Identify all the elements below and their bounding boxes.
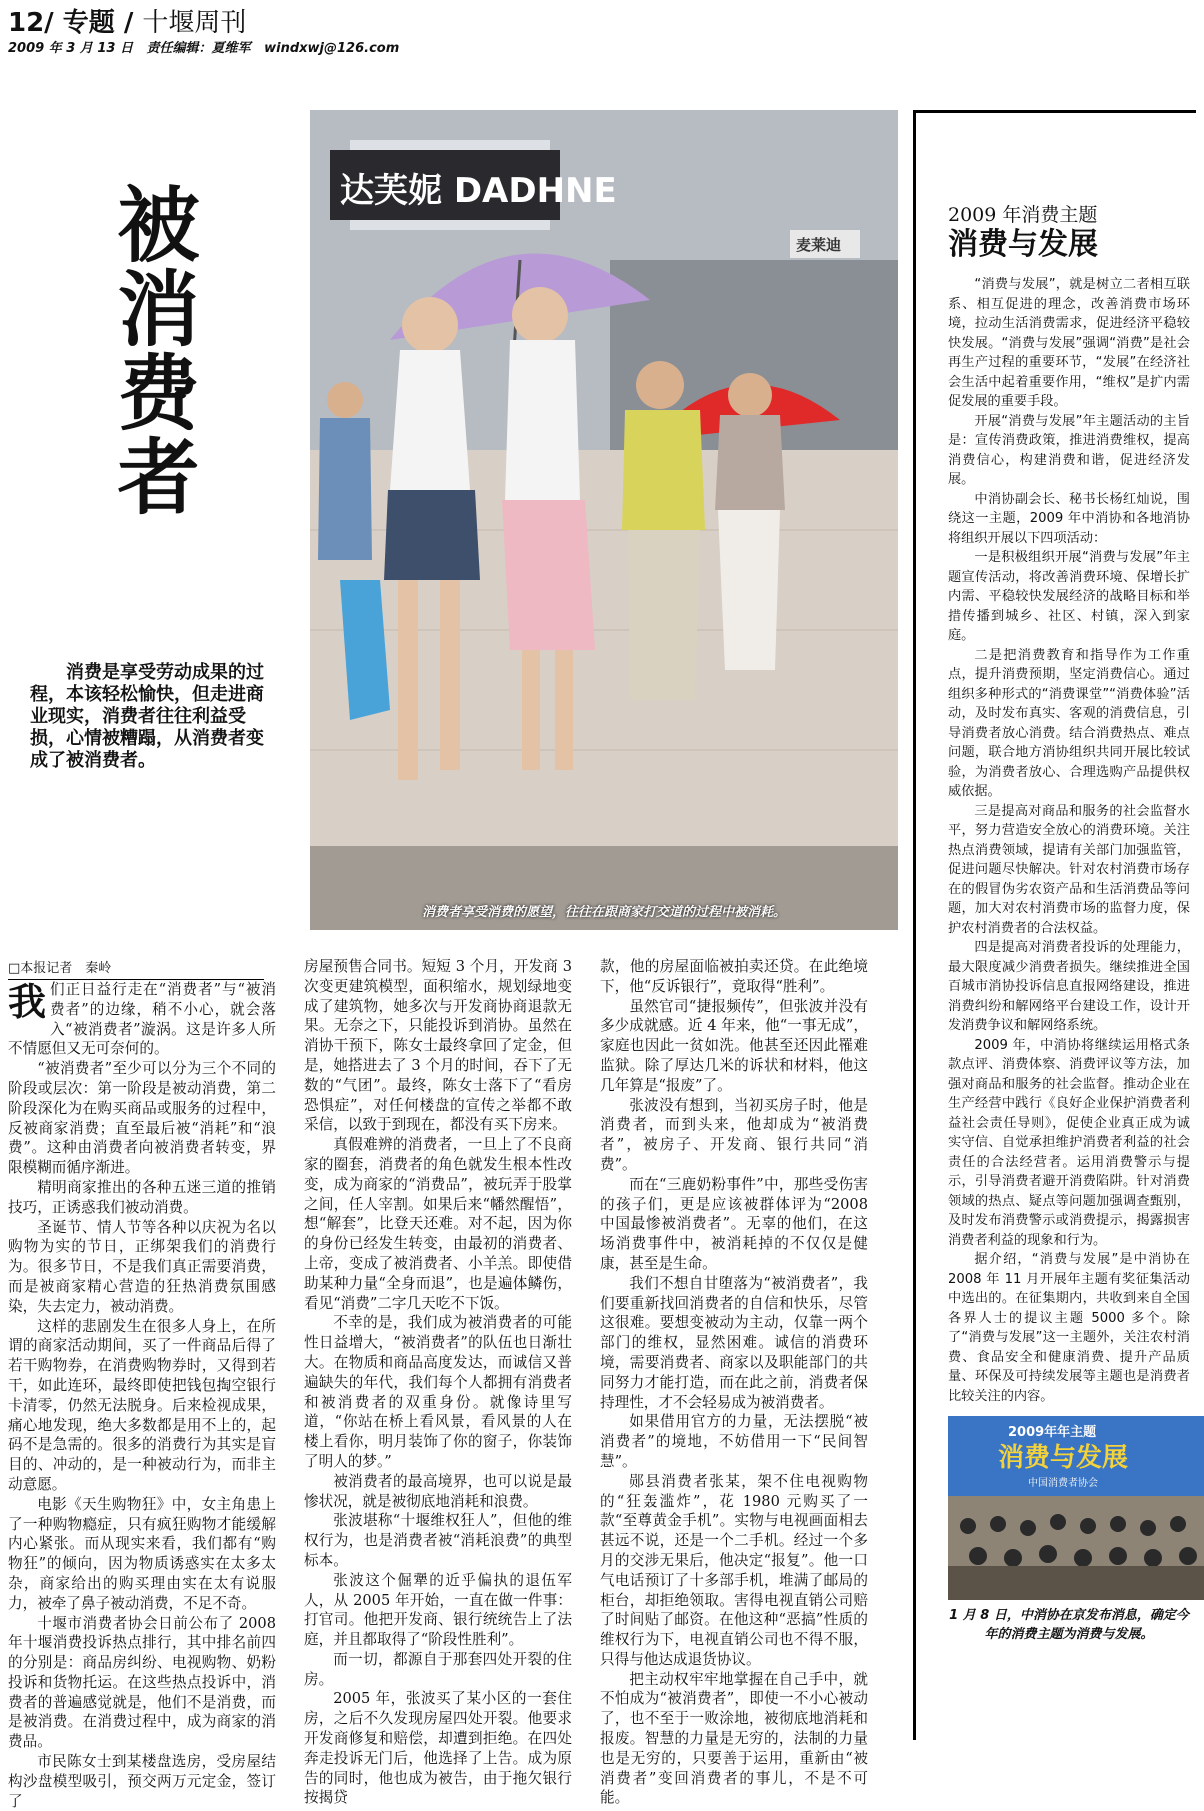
article-paragraph: 精明商家推出的各种五迷三道的推销技巧，正诱惑我们被动消费。: [8, 1178, 276, 1216]
article-paragraph: “被消费者”至少可以分为三个不同的阶段或层次：第一阶段是被动消费，第二阶段深化为在购买商品或服务的过程中，反被商家消费；直至最后被“消耗”和“浪费”。这种由消费者向被消费者转变，界限模糊而循序渐进。: [8, 1060, 276, 1177]
headline-lead: 消费是享受劳动成果的过程，本该轻松愉快，但走进商业现实，消费者往往利益受损，心情被糟蹋，从消费者变成了被消费者。: [30, 662, 264, 771]
masthead: [8, 8, 428, 58]
editor-label: 责任编辑：夏维军: [146, 41, 251, 56]
article-paragraph: 把主动权牢牢地掌握在自己手中，就不怕成为“被消费者”，即使一不小心被动了，也不至于一败涂地，被彻底地消耗和报废。智慧的力量是无穷的，法制的力量也是无穷的，只要善于运用，重新由“被消费者”变回消费者的事儿，不是不可能。: [600, 1670, 868, 1807]
sidebar: [913, 110, 1196, 1740]
article-column-2: [304, 957, 572, 1807]
sidebar-photo: [948, 1416, 1204, 1600]
article-paragraph: 电影《天生购物狂》中，女主角患上了一种购物瘾症，只有疯狂购物才能缓解内心紧张。而从现实来看，我们都有“购物狂”的倾向，因为物质诱惑实在太多太杂，商家给出的购买理由实在太有说服力，被牵了鼻子被动消费，不足不奇。: [8, 1495, 276, 1612]
sidebar-paragraph: 一是积极组织开展“消费与发展”年主题宣传活动，将改善消费环境、保增长扩内需、平稳较快发展经济的战略目标和举措传播到城乡、社区、村镇，深入到家庭。: [948, 550, 1190, 643]
article-paragraph: 如果借用官方的力量，无法摆脱“被消费者”的境地，不妨借用一下“民间智慧”。: [600, 1413, 868, 1470]
sidebar-title: 消费与发展: [948, 227, 1098, 262]
article-column-3: [600, 957, 868, 1807]
sidebar-body: [948, 275, 1190, 1406]
article-paragraph: 虽然官司“捷报频传”，但张波并没有多少成就感。近 4 年来，他“一事无成”，家庭也因此一贫如洗。他甚至还因此罹难监狱。除了厚达几米的诉状和材料，他这几年算是“报废”了。: [600, 997, 868, 1094]
article-paragraph: 张波堪称“十堰维权狂人”，但他的维权行为，也是消费者被“消耗浪费”的典型标本。: [304, 1512, 572, 1569]
byline: □本报记者 秦岭: [8, 957, 264, 980]
sidebar-kicker: 2009 年消费主题: [948, 204, 1098, 226]
article-paragraph: 十堰市消费者协会日前公布了 2008 年十堰消费投诉热点排行，其中排名前四的分别是：商品房纠纷、电视购物、奶粉投诉和货物托运。在这些热点投诉中，消费者的普遍感觉就是，他们不是消费，而是被消费。在消费过程中，成为商家的消费品。: [8, 1614, 276, 1751]
article-paragraph: 不幸的是，我们成为被消费者的可能性日益增大，“被消费者”的队伍也日渐壮大。在物质和商品高度发达，而诚信又普遍缺失的年代，我们每个人都拥有消费者和被消费者的双重身份。就像诗里写道，“你站在桥上看风景，看风景的人在楼上看你，明月装饰了你的窗子，你装饰了明人的梦。”: [304, 1314, 572, 1470]
article-paragraph: 房屋预售合同书。短短 3 个月，开发商 3 次变更建筑模型，面积缩水，规划绿地变成了建筑物，她多次与开发商协商退款无果。无奈之下，只能投诉到消协。虽然在消协干预下，陈女士最终拿回了定金，但是，她搭进去了 3 个月的时间，吞下了无数的“气团”。最终，陈女士落下了“看房恐惧症”，对任何楼盘的宣传之举都不敢采信，以致于到现在，都没有买下房来。: [304, 958, 572, 1134]
article-paragraph: 我们不想自甘堕落为“被消费者”，我们要重新找回消费者的自信和快乐，尽管这很难。要想变被动为主动，仅靠一两个部门的维权，显然困难。诚信的消费环境，需要消费者、商家以及职能部门的共同努力才能打造，而在此之前，消费者保持理性，才不会轻易成为被消费者。: [600, 1274, 868, 1411]
sidebar-photo-caption: 1 月 8 日，中消协在京发布消息，确定今年的消费主题为消费与发展。: [949, 1608, 1189, 1642]
article-paragraph: 张波没有想到，当初买房子时，他是消费者，而到头来，他却成为“被消费者”，被房子、开发商、银行共同“消费”。: [600, 1096, 868, 1173]
main-photo: [310, 110, 898, 930]
article-paragraph: 我们正日益行走在“消费者”与“被消费者”的边缘，稍不小心，就会落入“被消费者”漩涡。这是许多人所不情愿但又无可奈何的。: [8, 979, 276, 1058]
article-column-1: [8, 979, 276, 1810]
masthead-separator: /: [123, 8, 134, 38]
section-name: 专题: [62, 8, 115, 38]
sidebar-paragraph: 三是提高对商品和服务的社会监督水平，努力营造安全放心的消费环境。关注热点消费领域，提请有关部门加强监管，促进问题尽快解决。针对农村消费市场存在的假冒伪劣农资产品和生活消费品等问题，加大对农村消费市场的监督力度，保护农村消费者的合法权益。: [948, 803, 1190, 936]
article-paragraph: 郧县消费者张某，架不住电视购物的“狂轰滥炸”，花 1980 元购买了一款“至尊黄金手机”。实物与电视画面相去甚远不说，还是一个二手机。经过一个多月的交涉无果后，他决定“报复”。他一口气电话预订了十多部手机，堆满了邮局的柜台，却拒绝领取。害得电视直销公司赔了时间贴了邮资。在他这种“恶搞”性质的维权行为下，电视直销公司也不得不服，只得与他达成退货协议。: [600, 1472, 868, 1668]
article-paragraph: 市民陈女士到某楼盘选房，受房屋结构沙盘模型吸引，预交两万元定金，签订了: [8, 1753, 276, 1810]
headline-title: 被消费者: [104, 182, 200, 518]
press-conference-illustration: [948, 1416, 1204, 1600]
sidebar-paragraph: 二是把消费教育和指导作为工作重点，提升消费预期，坚定消费信心。通过组织多种形式的“消费课堂”“消费体验”活动，及时发布真实、客观的消费信息，引导消费者放心消费。结合消费热点、难点问题，联合地方消协组织共同开展比较试验，为消费者放心、合理选购产品提供权威依据。: [948, 647, 1190, 799]
article-paragraph: 真假难辨的消费者，一旦上了不良商家的圈套，消费者的角色就发生根本性改变，成为商家的“消费品”，被玩弄于股掌之间，任人宰割。如果后来“幡然醒悟”，想“解套”，比登天还难。对不起，因为你的身份已经发生转变，由最初的消费者、上帝，变成了被消费者、小羊羔。即使借助某种力量“全身而退”，也是遍体鳞伤，看见“消费”二字几天吃不下饭。: [304, 1136, 572, 1312]
banner-title: 消费与发展: [998, 1443, 1129, 1473]
sidebar-paragraph: 2009 年，中消协将继续运用格式条款点评、消费体察、消费评议等方法，加强对商品和服务的社会监督。推动企业在生产经营中践行《良好企业保护消费者利益社会责任导则》，促使企业真正成为诚实守信、自觉承担维护消费者利益的社会责任的合法经营者。运用消费警示与提示，引导消费者避开消费陷阱。针对消费领域的热点、疑点等问题加强调查甄别，及时发布消费警示或消费提示，揭露损害消费者利益的现象和行为。: [948, 1037, 1190, 1248]
dropcap: 我: [8, 979, 47, 1024]
banner-org: 中国消费者协会: [1028, 1478, 1098, 1489]
sidebar-paragraph: 开展“消费与发展”年主题活动的主旨是：宣传消费政策，推进消费维权，提高消费信心，构建消费和谐，促进经济发展。: [948, 413, 1190, 487]
shop-sign-2: 麦莱迪: [796, 236, 842, 254]
article-paragraph: 而一切，都源自于那套四处开裂的住房。: [304, 1650, 572, 1688]
banner-kicker: 2009年年主题: [1008, 1425, 1097, 1440]
paper-name: 十堰周刊: [142, 8, 247, 38]
sidebar-paragraph: 据介绍，“消费与发展”是中消协在 2008 年 11 月开展年主题有奖征集活动中选出的。在征集期内，共收到来自全国各界人士的提议主题 5000 多个。除了“消费与发展”这一主题外，关注农村消费、食品安全和健康消费、提升产品质量、环保及可持续发展等主题也是消费者比较关注的内容。: [948, 1252, 1190, 1404]
article-paragraph: 这样的悲剧发生在很多人身上，在所谓的商家活动期间，买了一件商品后得了若干购物券，在消费购物券时，又得到若干，如此连环，最终即使把钱包掏空银行卡清零，仍然无法脱身。后来检视成果，痛心地发现，绝大多数都是用不上的，起码不是急需的。很多的消费行为其实是盲目的、冲动的，是一种被动行为，而非主动意愿。: [8, 1317, 276, 1493]
sidebar-paragraph: 四是提高对消费者投诉的处理能力，最大限度减少消费者损失。继续推进全国百城市消协投诉信息直报网络建设，推进消费纠纷和解网络平台建设工作，设计开发消费争议和解网络系统。: [948, 940, 1190, 1033]
street-scene-illustration: [310, 110, 898, 930]
article-paragraph: 张波这个倔犟的近乎偏执的退伍军人，从 2005 年开始，一直在做一件事：打官司。他把开发商、银行统统告上了法庭，并且都取得了“阶段性胜利”。: [304, 1571, 572, 1649]
photo-caption: 消费者享受消费的愿望，往往在跟商家打交道的过程中被消耗。: [421, 905, 786, 920]
shop-sign: 达芙妮 DADHNE: [340, 171, 617, 211]
article-paragraph: 而在“三鹿奶粉事件”中，那些受伤害的孩子们，更是应该被群体评为“2008 中国最惨被消费者”。无辜的他们，在这场消费事件中，被消耗掉的不仅仅是健康，甚至是生命。: [600, 1175, 868, 1272]
masthead-title-line: [8, 8, 428, 38]
editor-email: windxwj@126.com: [264, 41, 400, 56]
article-paragraph: 圣诞节、情人节等各种以庆祝为名以购物为实的节日，正绑架我们的消费行为。很多节日，不是我们真正需要消费，而是被商家精心营造的狂热消费氛围感染，失去定力，被动消费。: [8, 1218, 276, 1315]
article-paragraph: 被消费者的最高境界，也可以说是最惨状况，就是被彻底地消耗和浪费。: [304, 1472, 572, 1510]
sidebar-paragraph: 中消协副会长、秘书长杨红灿说，围绕这一主题，2009 年中消协和各地消协将组织开展以下四项活动：: [948, 491, 1190, 546]
issue-date: 2009 年 3 月 13 日: [8, 41, 133, 56]
article-paragraph: 款，他的房屋面临被拍卖还贷。在此绝境下，他“反诉银行”，竟取得“胜利”。: [600, 958, 868, 995]
masthead-info-line: [8, 40, 428, 58]
page-number: 12/: [8, 8, 54, 38]
sidebar-paragraph: “消费与发展”，就是树立二者相互联系、相互促进的理念，改善消费市场环境，拉动生活消费需求，促进经济平稳较快发展。“消费与发展”强调“消费”是社会再生产过程的重要环节，“发展”在经济社会生活中起着重要作用，“维权”是扩内需促发展的重要手段。: [948, 277, 1190, 409]
article-paragraph: 2005 年，张波买了某小区的一套住房，之后不久发现房屋四处开裂。他要求开发商修复和赔偿，却遭到拒绝。在四处奔走投诉无门后，他选择了上告。成为原告的同时，他也成为被告，由于拖欠银行按揭贷: [304, 1690, 572, 1807]
